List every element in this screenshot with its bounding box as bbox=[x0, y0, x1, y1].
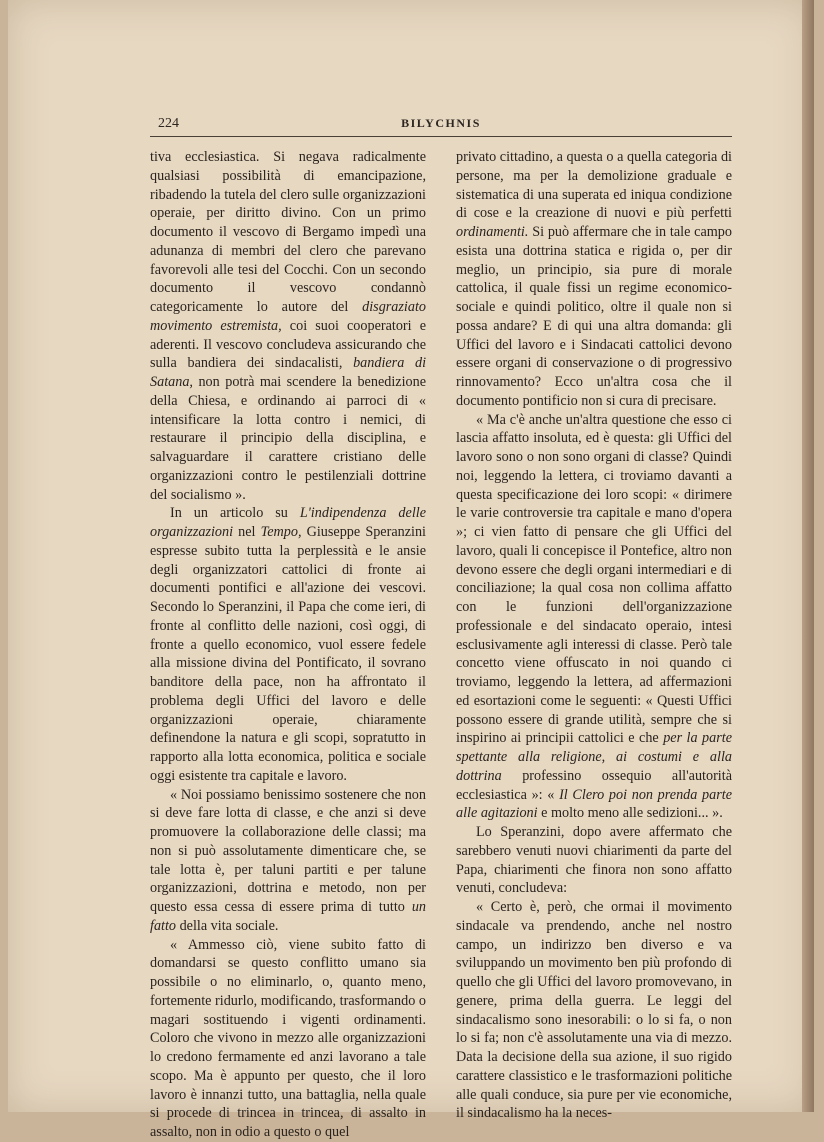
paragraph: In un articolo su L'indipendenza delle organizzazioni nel Tempo, Giuseppe Speranzini espresse subito tutta la perplessità e le ansie degli organizzatori cattolici di fronte ai documenti pontifici e all'azione dei vescovi. Secondo lo Speranzini, il Papa che come ieri, di fronte al conflitto delle nazioni, così oggi, di fronte a quello economico, vuol essere fedele alla missione divina del Pontificato, il sovrano banditore della pace, non ha affrontato il problema degli Uffici del lavoro e delle organizzazioni operaie, chiaramente definendone la natura e gli scopi, sopratutto in rapporto alla lotta economica, politica e sociale oggi esistente tra capitale e lavoro. bbox=[150, 505, 427, 784]
paragraph: Lo Speranzini, dopo avere affermato che sarebbero venuti nuovi chiarimenti da parte del Papa, chiarimenti che finora non sono affatto venuti, concludeva: bbox=[456, 824, 732, 897]
paragraph: privato cittadino, a questa o a quella categoria di persone, ma per la demolizione graduale e sistematica di una superata ed iniqua condizione di cose e la creazione di nuovi e più perfetti ordinamenti. Si può affermare che in tale campo esista una dottrina statica e rigida o, per dir meglio, un principio, sia pure di morale cattolica, il quale fissi un regime economico-sociale e quindi politico, oltre il quale non si possa andare? E di qui una altra domanda: gli Uffici del lavoro e i Sindacati cattolici devono essere organi di conservazione o di progressivo rinnovamento? Ecco un'altra cosa che il documento pontificio non si cura di precisare. bbox=[456, 149, 732, 409]
paragraph: « Noi possiamo benissimo sostenere che non si deve fare lotta di classe, e che anzi si deve promuovere la collaborazione delle classi; ma non si può assolutamente dimenticare che, se tale lotta è, per taluni partiti e per talune organizzazioni, dottrina e metodo, non per questo essa cessa di essere prima di tutto un fatto della vita sociale. bbox=[150, 786, 426, 934]
running-title: BILYCHNIS bbox=[401, 116, 481, 130]
paragraph: « Ma c'è anche un'altra questione che esso ci lascia affatto insoluta, ed è questa: gli Uffici del lavoro sono o non sono organi di classe? Quindi noi, leggendo la lettera, ci troviamo davanti a questa specificazione dei loro scopi: « dirimere le varie controversie tra capitale e mano d'opera »; ci vien fatto di pensare che gli Uffici del lavoro, quali li concepisce il Pontefice, altro non devono essere che degli organi intermediari e di conciliazione; la qual cosa non collima affatto con le funzioni dell'organizzazione professionale e del sindacato operaio, intesi esclusivamente agli interessi di classe. Però tale concetto viene offuscato in noi quando ci troviamo, leggendo la lettera, ad affermazioni ed esortazioni come le seguenti: « Questi Uffici possono essere di grande utilità, sempre che si inspirino ai principii cattolici e che per la parte spettante alla religione, ai costumi e alla dottrina professino ossequio all'autorità ecclesiastica »: « Il Clero poi non prenda parte alle agitazioni e molto meno alle sedizioni... ». bbox=[456, 411, 732, 822]
header-rule bbox=[150, 136, 732, 137]
paragraph: tiva ecclesiastica. Si negava radicalmente qualsiasi possibilità di emancipazione, ribadendo la tutela del clero sulle organizzazioni operaie, per diritto divino. Con un primo documento il vescovo di Bergamo impedì una adunanza di membri del clero che parevano favorevoli alle tesi del Cocchi. Con un secondo documento il vescovo condannò categoricamente lo autore del disgraziato movimento estremista, coi suoi cooperatori e aderenti. Il vescovo concludeva assicurando che sulla bandiera dei sindacalisti, bandiera di Satana, non potrà mai scendere la benedizione della Chiesa, e ordinando ai parroci di « intensificare la lotta contro i nemici, di restaurare il principio della disciplina, e salvaguardare il carattere cristiano delle organizzazioni contro le pestilenziali dottrine del socialismo ». bbox=[150, 149, 427, 503]
page-header bbox=[150, 112, 732, 134]
page-edge bbox=[802, 0, 814, 1112]
paragraph: « Certo è, però, che ormai il movimento sindacale va prendendo, anche nel nostro campo, un indirizzo ben diverso e va sviluppando un movimento ben più profondo di quello che gli Uffici del lavoro promovevano, in genere, prima della guerra. Le leggi del sindacalismo sono inesorabili: o lo si fa, o non lo si fa; non c'è assolutamente una via di mezzo. Data la decisione della sua azione, il suo rigido carattere classistico e le trasformazioni politiche alle quali conduce, sia pure per vie economiche, il sindacalismo ha la neces- bbox=[456, 899, 732, 1122]
paragraph: « Ammesso ciò, viene subito fatto di domandarsi se questo conflitto umano sia possibile o no eliminarlo, o, quanto meno, fortemente ridurlo, modificando, trasformando o magari sostituendo i vigenti ordinamenti. Coloro che vivono in mezzo alle organizzazioni lo credono fermamente ed anzi lavorano a tale scopo. Ma è appunto per questo, che il loro lavoro è innanzi tutto, una battaglia, nella quale si procede di trincea in trincea, di assalto in assalto, non in odio a questo o quel bbox=[150, 936, 426, 1140]
page-number: 224 bbox=[158, 116, 179, 131]
right-column bbox=[456, 148, 732, 1123]
left-column bbox=[150, 148, 426, 1142]
